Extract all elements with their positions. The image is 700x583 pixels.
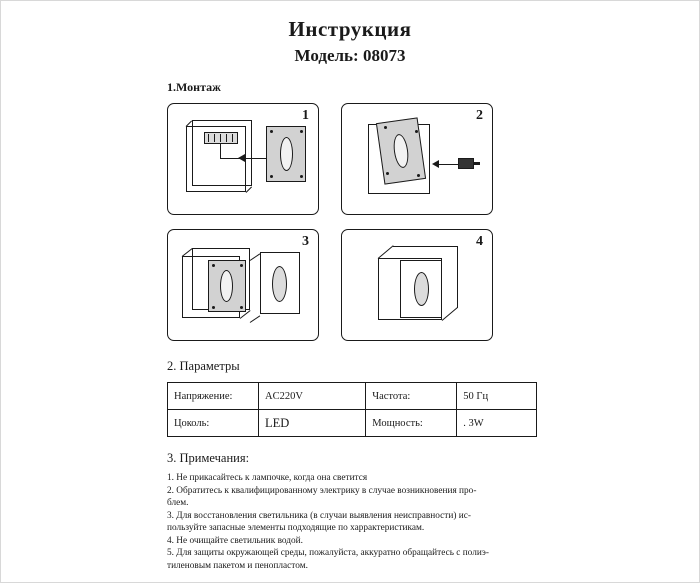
diagram-number: 2	[476, 108, 483, 123]
screw-dot	[386, 172, 389, 175]
mounting-heading: 1.Монтаж	[167, 80, 221, 94]
note-line: тиленовым пакетом и пенопластом.	[167, 560, 308, 571]
terminal-pin	[220, 134, 221, 142]
diagram-panel-1	[167, 103, 319, 215]
table-row	[168, 383, 537, 410]
terminal-pin	[214, 134, 215, 142]
terminal-pin	[232, 134, 233, 142]
note-line: 2. Обратитесь к квалифицированному электрику в случае возникновения про-	[167, 485, 477, 496]
screw-dot	[212, 264, 215, 267]
screw-dot	[212, 306, 215, 309]
model-label: Модель:	[294, 46, 359, 65]
table-row	[168, 410, 537, 437]
screw-dot	[240, 306, 243, 309]
diagram-number: 1	[302, 108, 309, 123]
socket-label: Цоколь:	[168, 410, 259, 437]
lamp-oval	[414, 272, 429, 306]
cover-edge-line	[250, 315, 261, 323]
params-heading: 2. Параметры	[167, 359, 240, 373]
note-line: 3. Для восстановления светильника (в случаи выявления неисправности) ис-	[167, 510, 471, 521]
wall-base-plate-front	[192, 120, 252, 186]
screw-dot	[270, 130, 273, 133]
diagram-panel-3	[167, 229, 319, 341]
frequency-label: Частота:	[366, 383, 457, 410]
voltage-value: AC220V	[259, 383, 366, 410]
note-line: 1. Не прикасайтесь к лампочке, когда она светится	[167, 473, 368, 483]
screwdriver-tip	[432, 160, 439, 168]
cover-lamp-oval	[272, 266, 287, 302]
notes-heading: 3. Примечания:	[167, 451, 250, 465]
screwdriver-end	[474, 162, 480, 165]
wall-edge-line	[378, 245, 394, 259]
socket-value: LED	[259, 410, 366, 437]
diagram-panel-4	[341, 229, 493, 341]
frequency-value: 50 Гц	[457, 383, 537, 410]
power-label: Мощность:	[366, 410, 457, 437]
diagram-panel-2	[341, 103, 493, 215]
screw-dot	[300, 175, 303, 178]
screw-dot	[240, 264, 243, 267]
note-line: пользуйте запасные элементы подходящие по харрактеристикам.	[167, 523, 425, 533]
lamp-oval	[220, 270, 233, 302]
diagram-grid	[167, 103, 537, 341]
screw-dot	[384, 126, 387, 129]
params-table	[167, 382, 537, 437]
terminal-pin	[226, 134, 227, 142]
terminal-pin	[208, 134, 209, 142]
screw-dot	[415, 130, 418, 133]
note-line: 4. Не очищайте светильник водой.	[167, 535, 303, 546]
model-line	[1, 46, 699, 66]
diagram-number: 4	[476, 234, 483, 249]
screw-dot	[300, 130, 303, 133]
wall-top-line	[393, 246, 457, 247]
page-title: Инструкция	[288, 17, 412, 41]
screwdriver-shaft	[438, 164, 458, 165]
cover-edge-line	[250, 253, 261, 261]
model-value: 08073	[362, 46, 406, 65]
voltage-label: Напряжение:	[168, 383, 259, 410]
assembly-arrow-head	[238, 154, 245, 162]
notes-list	[167, 472, 547, 572]
diagram-row	[167, 229, 537, 341]
wall-edge-line	[442, 307, 458, 321]
wire-line	[220, 144, 221, 158]
power-value: . 3W	[457, 410, 537, 437]
diagram-row	[167, 103, 537, 215]
assembly-arrow	[242, 158, 266, 159]
screw-dot	[270, 175, 273, 178]
diagram-number: 3	[302, 234, 309, 249]
wall-right-line	[457, 246, 458, 308]
plate-edge-line	[246, 186, 252, 192]
screwdriver-handle	[458, 158, 474, 169]
note-line: блем.	[167, 498, 189, 508]
lamp-oval	[280, 137, 293, 171]
screw-dot	[417, 174, 420, 177]
note-line: 5. Для защиты окружающей среды, пожалуйста, аккуратно обращайтесь с полиэ-	[167, 548, 489, 558]
